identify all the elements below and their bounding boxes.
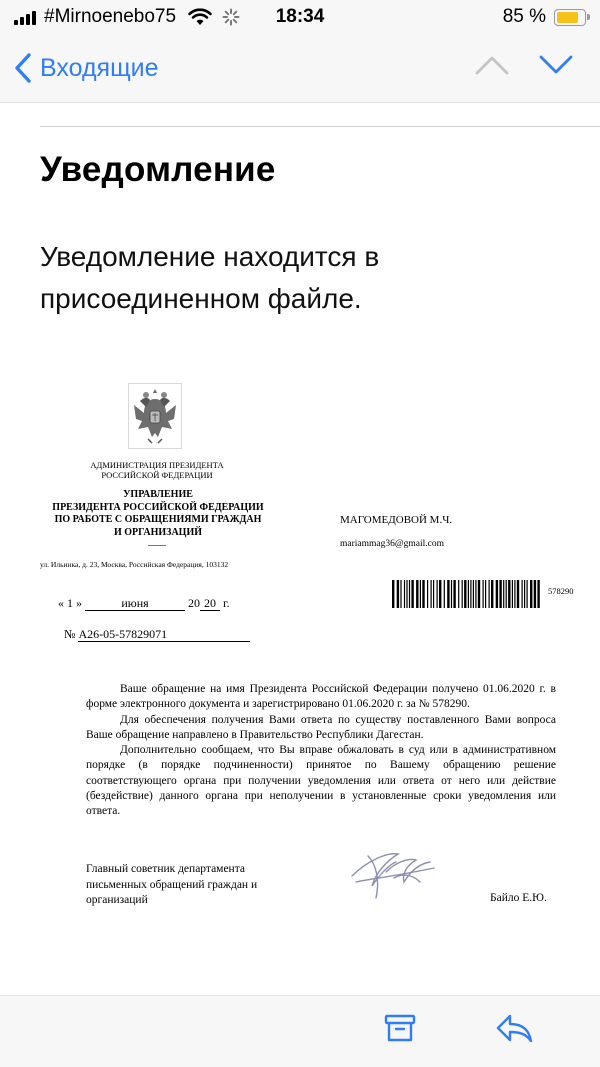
letter-body: [86, 682, 556, 820]
barcode-bar: [470, 580, 471, 608]
next-message-chevron-down-icon[interactable]: [538, 54, 574, 76]
administration-line: АДМИНИСТРАЦИЯ ПРЕЗИДЕНТА: [90, 460, 224, 470]
archive-icon[interactable]: [384, 1012, 416, 1044]
letter-paragraph: Дополнительно сообщаем, что Вы вправе обжаловать в суд или в административном порядке (в порядке подчиненности) принятое по Вашему обращению решение соответствующего органа при получении уведомления или ответа от него или действие (бездействие) данного органа при неполучении в установленные сроки уведомления или ответа.: [86, 744, 556, 818]
date-year-prefix: 20: [188, 596, 200, 610]
recipient-name: МАГОМЕДОВОЙ М.Ч.: [340, 514, 453, 526]
barcode-bar: [397, 580, 399, 608]
department-line: ПРЕЗИДЕНТА РОССИЙСКОЙ ФЕДЕРАЦИИ: [52, 501, 264, 513]
barcode-bar: [517, 580, 519, 608]
barcode-bar: [464, 580, 466, 608]
nav-bar: [0, 38, 600, 103]
header-divider: [40, 126, 600, 127]
battery-level-fill: [557, 12, 578, 23]
barcode-bar: [524, 580, 525, 608]
barcode-bar: [499, 580, 501, 608]
barcode-bar: [462, 580, 463, 608]
barcode-bar: [444, 580, 445, 608]
attachment-document[interactable]: [0, 350, 600, 995]
barcode-bar: [422, 580, 424, 608]
barcode-bar: [475, 580, 476, 608]
reply-icon[interactable]: [494, 1012, 534, 1044]
signer-position: [86, 862, 257, 909]
handwritten-signature: [346, 842, 438, 900]
barcode-bar: [496, 580, 498, 608]
carrier-name: #Mirnoenebo75: [44, 6, 177, 27]
message-subject: Уведомление: [40, 150, 276, 189]
barcode: [392, 580, 540, 608]
barcode-bar: [468, 580, 469, 608]
battery-icon: [554, 9, 586, 26]
department-header: [40, 489, 276, 539]
barcode-bar: [503, 580, 504, 608]
recipient-email: mariammag36@gmail.com: [340, 539, 444, 549]
barcode-bar: [433, 580, 434, 608]
barcode-bar: [483, 580, 484, 608]
barcode-bar: [416, 580, 418, 608]
department-line: УПРАВЛЕНИЕ: [123, 489, 193, 500]
administration-line: РОССИЙСКОЙ ФЕДЕРАЦИИ: [101, 470, 213, 480]
date-month: июня: [85, 597, 185, 611]
barcode-bar: [508, 580, 510, 608]
barcode-bar: [489, 580, 490, 608]
reference-label: №: [64, 627, 76, 641]
barcode-bar: [404, 580, 405, 608]
message-body: Уведомление находится в присоединенном файле.: [40, 241, 380, 314]
signer-position-line: Главный советник департамента: [86, 863, 245, 875]
clock: 18:34: [275, 6, 325, 27]
barcode-bar: [451, 580, 452, 608]
header-rule: [148, 545, 166, 546]
date-year-mark: г.: [223, 596, 230, 610]
barcode-bar: [406, 580, 407, 608]
letter-paragraph: Ваше обращение на имя Президента Российской Федерации получено 01.06.2020 г. в форме электронного документа и зарегистрировано 01.06.2020 г. за № 578290.: [86, 683, 556, 711]
barcode-bar: [491, 580, 493, 608]
status-bar: [0, 0, 600, 38]
date-year-suffix: 20: [200, 597, 220, 611]
barcode-bar: [431, 580, 432, 608]
signer-position-line: письменных обращений граждан и: [86, 878, 258, 891]
signer-position-line: организаций: [86, 894, 148, 906]
barcode-bar: [400, 580, 401, 608]
barcode-bar: [512, 580, 513, 608]
department-line: ПО РАБОТЕ С ОБРАЩЕНИЯМИ ГРАЖДАН: [54, 514, 262, 525]
barcode-bar: [530, 580, 532, 608]
barcode-bar: [447, 580, 449, 608]
barcode-bar: [537, 580, 539, 608]
document-reference: [64, 627, 250, 642]
reference-number: А26-05-57829071: [78, 628, 250, 642]
battery-percent: 85 %: [502, 6, 546, 27]
barcode-bar: [473, 580, 474, 608]
back-button[interactable]: [14, 52, 159, 84]
administration-header: [72, 460, 242, 480]
barcode-bar: [411, 580, 413, 608]
barcode-bar: [439, 580, 441, 608]
barcode-bar: [437, 580, 438, 608]
barcode-bar: [392, 580, 394, 608]
barcode-bar: [409, 580, 410, 608]
coat-of-arms-emblem: [128, 383, 182, 449]
barcode-bar: [534, 580, 536, 608]
barcode-bar: [458, 580, 459, 608]
previous-message-chevron-up-icon[interactable]: [474, 54, 510, 76]
barcode-number: 578290: [548, 586, 574, 596]
barcode-bar: [453, 580, 455, 608]
date-day: « 1 »: [58, 596, 82, 610]
bottom-toolbar: [0, 995, 600, 1067]
department-line: И ОРГАНИЗАЦИЙ: [113, 526, 203, 538]
barcode-bar: [522, 580, 523, 608]
document-date: [58, 596, 230, 611]
letter-paragraph: Для обеспечения получения Вами ответа по существу поставленного Вами вопроса Ваше обращение направлено в Правительство Республики Дагестан.: [86, 713, 556, 741]
barcode-bar: [420, 580, 421, 608]
back-button-label: Входящие: [40, 53, 159, 82]
sender-address: ул. Ильинка, д. 23, Москва, Российская Федерация, 103132: [40, 560, 229, 569]
barcode-bar: [527, 580, 528, 608]
chevron-left-icon: [14, 52, 32, 84]
barcode-bar: [485, 580, 486, 608]
barcode-bar: [427, 580, 428, 608]
signer-name: Байло Е.Ю.: [490, 892, 547, 904]
barcode-bar: [506, 580, 507, 608]
barcode-bar: [478, 580, 480, 608]
barcode-bar: [514, 580, 515, 608]
